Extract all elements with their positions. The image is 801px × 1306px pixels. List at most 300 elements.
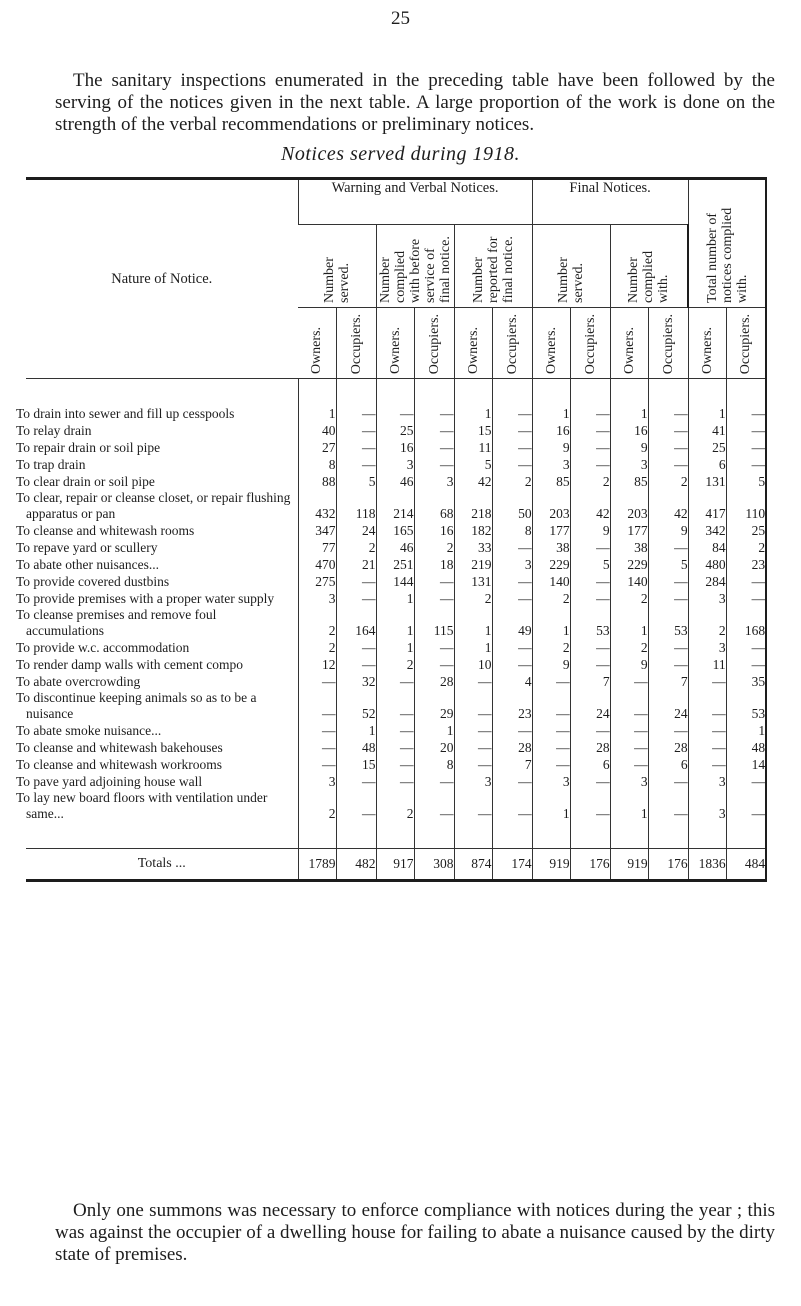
value-cell: — (298, 690, 336, 722)
occupiers-subheader (726, 308, 766, 379)
value-cell: 417 (688, 490, 726, 522)
value-cell: 11 (454, 439, 492, 456)
value-cell: 9 (648, 522, 688, 539)
value-cell: 5 (726, 473, 766, 490)
value-cell: — (726, 573, 766, 590)
gap-cell (532, 822, 570, 849)
total-value-cell: 176 (648, 849, 688, 881)
table-row (26, 673, 766, 690)
spacer-cell (532, 379, 570, 406)
occupiers-label: Occupiers. (582, 313, 598, 374)
value-cell: — (610, 756, 648, 773)
value-cell: 9 (570, 522, 610, 539)
occupiers-label: Occupiers. (348, 313, 364, 374)
value-cell: 1 (688, 405, 726, 422)
value-cell: — (492, 790, 532, 822)
value-cell: — (492, 405, 532, 422)
notice-nature-cell: To lay new board floors with ventilation under same... (16, 790, 268, 821)
occupiers-label: Occupiers. (660, 313, 676, 374)
table-row (26, 773, 766, 790)
value-cell: — (336, 790, 376, 822)
value-cell: 3 (532, 456, 570, 473)
warning-group-header: Warning and Verbal Notices. (298, 179, 532, 225)
value-cell: — (648, 790, 688, 822)
value-cell: — (648, 573, 688, 590)
table-row (26, 522, 766, 539)
spacer-cell (298, 379, 336, 406)
value-cell: — (648, 405, 688, 422)
value-cell: 219 (454, 556, 492, 573)
value-cell: 2 (532, 639, 570, 656)
value-cell: — (336, 456, 376, 473)
value-cell: 7 (648, 673, 688, 690)
value-cell: — (454, 790, 492, 822)
notice-nature-cell: To provide premises with a proper water supply (16, 591, 275, 606)
notice-nature-cell: To pave yard adjoining house wall (16, 774, 203, 789)
value-cell: — (570, 656, 610, 673)
value-cell: 16 (376, 439, 414, 456)
value-cell: 48 (336, 739, 376, 756)
value-cell: 229 (610, 556, 648, 573)
value-cell: 8 (298, 456, 336, 473)
value-cell: 1 (454, 639, 492, 656)
value-cell: 3 (610, 456, 648, 473)
value-cell: — (570, 573, 610, 590)
value-cell: — (726, 773, 766, 790)
value-cell: 1 (610, 405, 648, 422)
value-cell: 18 (414, 556, 454, 573)
notice-nature-cell: To repave yard or scullery (16, 540, 158, 555)
value-cell: 1 (532, 405, 570, 422)
occupiers-subheader (492, 308, 532, 379)
table-row (26, 490, 766, 522)
table-row (26, 422, 766, 439)
value-cell: 28 (570, 739, 610, 756)
value-cell: 2 (454, 590, 492, 607)
value-cell: — (610, 739, 648, 756)
value-cell: 46 (376, 539, 414, 556)
spacer-cell (376, 379, 414, 406)
owners-subheader (298, 308, 336, 379)
value-cell: 52 (336, 690, 376, 722)
table-row (26, 573, 766, 590)
value-cell: 6 (648, 756, 688, 773)
occupiers-subheader (336, 308, 376, 379)
value-cell: — (570, 422, 610, 439)
value-cell: — (570, 773, 610, 790)
value-cell: 3 (454, 773, 492, 790)
value-cell: 85 (532, 473, 570, 490)
spacer-cell (648, 379, 688, 406)
gap-cell (414, 822, 454, 849)
total-value-cell: 1836 (688, 849, 726, 881)
value-cell: — (454, 673, 492, 690)
value-cell: — (532, 673, 570, 690)
value-cell: 10 (454, 656, 492, 673)
value-cell: 88 (298, 473, 336, 490)
table-row (26, 756, 766, 773)
totals-label: Totals ... (26, 849, 298, 881)
value-cell: — (492, 539, 532, 556)
value-cell: 5 (648, 556, 688, 573)
value-cell: 84 (688, 539, 726, 556)
value-cell: 7 (492, 756, 532, 773)
value-cell: — (570, 590, 610, 607)
value-cell: — (414, 422, 454, 439)
total-complied-header (688, 179, 766, 308)
value-cell: 28 (648, 739, 688, 756)
value-cell: — (532, 739, 570, 756)
value-cell: — (454, 756, 492, 773)
value-cell: — (336, 405, 376, 422)
total-value-cell: 917 (376, 849, 414, 881)
value-cell: 251 (376, 556, 414, 573)
value-cell: 25 (688, 439, 726, 456)
value-cell: 38 (610, 539, 648, 556)
value-cell: 3 (298, 773, 336, 790)
notice-nature-cell: To cleanse and whitewash workrooms (16, 757, 223, 772)
value-cell: — (570, 790, 610, 822)
value-cell: 5 (454, 456, 492, 473)
total-value-cell: 484 (726, 849, 766, 881)
value-cell: — (376, 739, 414, 756)
value-cell: 8 (492, 522, 532, 539)
value-cell: — (648, 539, 688, 556)
value-cell: — (376, 773, 414, 790)
total-value-cell: 919 (532, 849, 570, 881)
value-cell: 1 (298, 405, 336, 422)
notice-nature-cell: To provide w.c. accommodation (16, 640, 190, 655)
value-cell: 168 (726, 607, 766, 639)
value-cell: — (648, 773, 688, 790)
owners-subheader (532, 308, 570, 379)
notice-nature-cell: To repair drain or soil pipe (16, 440, 161, 455)
value-cell: — (298, 756, 336, 773)
value-cell: 2 (610, 590, 648, 607)
page-number: 25 (391, 8, 410, 29)
value-cell: — (336, 639, 376, 656)
value-cell: 1 (610, 790, 648, 822)
table-title: Notices served during 1918. (280, 143, 521, 165)
value-cell: — (414, 590, 454, 607)
value-cell: — (688, 756, 726, 773)
value-cell: — (570, 722, 610, 739)
notice-nature-cell: To drain into sewer and fill up cesspools (16, 406, 235, 421)
value-cell: 140 (532, 573, 570, 590)
value-cell: 1 (532, 790, 570, 822)
value-cell: 35 (726, 673, 766, 690)
occupiers-label: Occupiers. (738, 313, 754, 374)
header-group-row (26, 179, 766, 225)
value-cell: 49 (492, 607, 532, 639)
value-cell: — (532, 756, 570, 773)
total-complied-label: Total number of notices complied with. (704, 207, 750, 303)
value-cell: — (336, 439, 376, 456)
value-cell: 1 (414, 722, 454, 739)
gap-cell (570, 822, 610, 849)
table-row (26, 556, 766, 573)
value-cell: 23 (492, 690, 532, 722)
value-cell: 144 (376, 573, 414, 590)
value-cell: — (336, 422, 376, 439)
value-cell: 33 (454, 539, 492, 556)
spacer-cell (26, 379, 298, 406)
value-cell: 118 (336, 490, 376, 522)
occupiers-subheader (414, 308, 454, 379)
value-cell: 2 (688, 607, 726, 639)
value-cell: 16 (532, 422, 570, 439)
table-row (26, 590, 766, 607)
value-cell: — (492, 439, 532, 456)
value-cell: 203 (610, 490, 648, 522)
notice-nature-cell: To render damp walls with cement compo (16, 657, 243, 672)
value-cell: — (336, 573, 376, 590)
value-cell: 50 (492, 490, 532, 522)
value-cell: 40 (298, 422, 336, 439)
final-complied-header (610, 225, 688, 308)
value-cell: — (414, 656, 454, 673)
value-cell: — (454, 722, 492, 739)
value-cell: 1 (336, 722, 376, 739)
value-cell: — (376, 722, 414, 739)
final-group-header: Final Notices. (532, 179, 688, 225)
spacer-row (26, 379, 766, 406)
value-cell: 41 (688, 422, 726, 439)
reported-final-label: Number reported for final notice. (470, 236, 516, 303)
value-cell: — (726, 405, 766, 422)
value-cell: 9 (610, 439, 648, 456)
value-cell: — (726, 439, 766, 456)
value-cell: 42 (454, 473, 492, 490)
complied-before-header (376, 225, 454, 308)
value-cell: — (648, 590, 688, 607)
value-cell: 229 (532, 556, 570, 573)
notice-nature-cell: To clear, repair or cleanse closet, or repair flushing apparatus or pan (16, 490, 291, 521)
value-cell: 25 (376, 422, 414, 439)
value-cell: — (648, 722, 688, 739)
total-value-cell: 174 (492, 849, 532, 881)
value-cell: — (414, 405, 454, 422)
value-cell: — (492, 639, 532, 656)
value-cell: — (414, 790, 454, 822)
value-cell: 46 (376, 473, 414, 490)
value-cell: — (414, 773, 454, 790)
value-cell: 2 (610, 639, 648, 656)
gap-cell (454, 822, 492, 849)
notice-nature-cell: To abate overcrowding (16, 674, 141, 689)
notice-nature-cell: To cleanse and whitewash bakehouses (16, 740, 223, 755)
table-row (26, 439, 766, 456)
value-cell: 25 (726, 522, 766, 539)
notice-nature-cell: To discontinue keeping animals so as to be a nuisance (16, 690, 257, 721)
value-cell: 9 (532, 439, 570, 456)
gap-cell (726, 822, 766, 849)
value-cell: — (454, 690, 492, 722)
value-cell: — (336, 590, 376, 607)
value-cell: — (414, 573, 454, 590)
value-cell: 28 (492, 739, 532, 756)
value-cell: — (454, 739, 492, 756)
reported-final-header (454, 225, 532, 308)
value-cell: 68 (414, 490, 454, 522)
occupiers-label: Occupiers. (504, 313, 520, 374)
table-row (26, 405, 766, 422)
total-value-cell: 176 (570, 849, 610, 881)
value-cell: — (336, 773, 376, 790)
value-cell: 32 (336, 673, 376, 690)
value-cell: — (492, 656, 532, 673)
value-cell: 203 (532, 490, 570, 522)
value-cell: — (492, 422, 532, 439)
value-cell: 53 (570, 607, 610, 639)
value-cell: 275 (298, 573, 336, 590)
total-value-cell: 874 (454, 849, 492, 881)
value-cell: 2 (376, 656, 414, 673)
owners-label: Owners. (387, 326, 403, 374)
value-cell: — (298, 739, 336, 756)
value-cell: 2 (336, 539, 376, 556)
value-cell: — (648, 639, 688, 656)
value-cell: — (688, 722, 726, 739)
value-cell: 24 (336, 522, 376, 539)
notice-nature-cell: To cleanse premises and remove foul accumulations (16, 607, 217, 638)
owners-label: Owners. (543, 326, 559, 374)
value-cell: 11 (688, 656, 726, 673)
totals-row (26, 849, 766, 881)
value-cell: — (298, 673, 336, 690)
value-cell: 48 (726, 739, 766, 756)
value-cell: — (688, 673, 726, 690)
warning-served-label: Number served. (321, 257, 352, 303)
value-cell: — (726, 639, 766, 656)
value-cell: 131 (454, 573, 492, 590)
occupiers-subheader (648, 308, 688, 379)
value-cell: 2 (726, 539, 766, 556)
gap-cell (648, 822, 688, 849)
final-served-header (532, 225, 610, 308)
value-cell: — (688, 739, 726, 756)
table-row (26, 607, 766, 639)
value-cell: 284 (688, 573, 726, 590)
value-cell: — (610, 673, 648, 690)
spacer-cell (414, 379, 454, 406)
owners-label: Owners. (621, 326, 637, 374)
owners-subheader (688, 308, 726, 379)
value-cell: 5 (336, 473, 376, 490)
value-cell: — (726, 790, 766, 822)
table-row (26, 722, 766, 739)
notice-nature-cell: To cleanse and whitewash rooms (16, 523, 195, 538)
table-row (26, 639, 766, 656)
occupiers-subheader (570, 308, 610, 379)
value-cell: 53 (648, 607, 688, 639)
value-cell: — (492, 722, 532, 739)
owners-subheader (454, 308, 492, 379)
value-cell: — (648, 422, 688, 439)
notices-table-container (16, 177, 766, 882)
spacer-cell (454, 379, 492, 406)
gap-cell (376, 822, 414, 849)
value-cell: 342 (688, 522, 726, 539)
owners-subheader (610, 308, 648, 379)
notice-nature-cell: To trap drain (16, 457, 86, 472)
value-cell: — (726, 422, 766, 439)
value-cell: — (376, 756, 414, 773)
value-cell: — (376, 405, 414, 422)
spacer-cell (492, 379, 532, 406)
value-cell: 16 (610, 422, 648, 439)
value-cell: — (726, 656, 766, 673)
value-cell: 110 (726, 490, 766, 522)
value-cell: 480 (688, 556, 726, 573)
value-cell: — (492, 456, 532, 473)
value-cell: 6 (570, 756, 610, 773)
table-row (26, 539, 766, 556)
value-cell: — (648, 656, 688, 673)
value-cell: 1 (454, 405, 492, 422)
value-cell: — (570, 405, 610, 422)
value-cell: — (570, 639, 610, 656)
gap-cell (492, 822, 532, 849)
value-cell: 2 (298, 607, 336, 639)
value-cell: — (610, 722, 648, 739)
gap-cell (688, 822, 726, 849)
table-row (26, 656, 766, 673)
value-cell: 6 (688, 456, 726, 473)
value-cell: 2 (570, 473, 610, 490)
value-cell: — (726, 456, 766, 473)
table-row (26, 456, 766, 473)
total-value-cell: 482 (336, 849, 376, 881)
notice-nature-cell: To abate other nuisances... (16, 557, 160, 572)
value-cell: 1 (610, 607, 648, 639)
value-cell: 77 (298, 539, 336, 556)
spacer-cell (610, 379, 648, 406)
value-cell: — (570, 539, 610, 556)
value-cell: 14 (726, 756, 766, 773)
value-cell: 1 (532, 607, 570, 639)
value-cell: 2 (532, 590, 570, 607)
value-cell: 9 (532, 656, 570, 673)
owners-label: Owners. (465, 326, 481, 374)
value-cell: 4 (492, 673, 532, 690)
value-cell: — (610, 690, 648, 722)
value-cell: 2 (298, 790, 336, 822)
value-cell: 140 (610, 573, 648, 590)
total-value-cell: 919 (610, 849, 648, 881)
value-cell: 214 (376, 490, 414, 522)
nature-header: Nature of Notice. (111, 270, 213, 287)
value-cell: 15 (336, 756, 376, 773)
total-value-cell: 308 (414, 849, 454, 881)
outro-paragraph: Only one summons was necessary to enforce compliance with notices during the year ; this was against the occupier of a dwelling house for failing to abate a nuisance caused by the dirty state of premises. (55, 1200, 775, 1265)
value-cell: 432 (298, 490, 336, 522)
notice-nature-cell: To relay drain (16, 423, 92, 438)
value-cell: 3 (688, 590, 726, 607)
spacer-cell (336, 379, 376, 406)
value-cell: 2 (414, 539, 454, 556)
notices-table (16, 177, 767, 882)
value-cell: — (336, 656, 376, 673)
owners-label: Owners. (699, 326, 715, 374)
gap-cell (298, 822, 336, 849)
spacer-cell (688, 379, 726, 406)
intro-paragraph: The sanitary inspections enumerated in the preceding table have been followed by the serving of the notices given in the next table. A large proportion of the work is done on the strength of the verbal recommendations or preliminary notices. (55, 70, 775, 135)
value-cell: 470 (298, 556, 336, 573)
value-cell: 23 (726, 556, 766, 573)
value-cell: 165 (376, 522, 414, 539)
value-cell: 20 (414, 739, 454, 756)
